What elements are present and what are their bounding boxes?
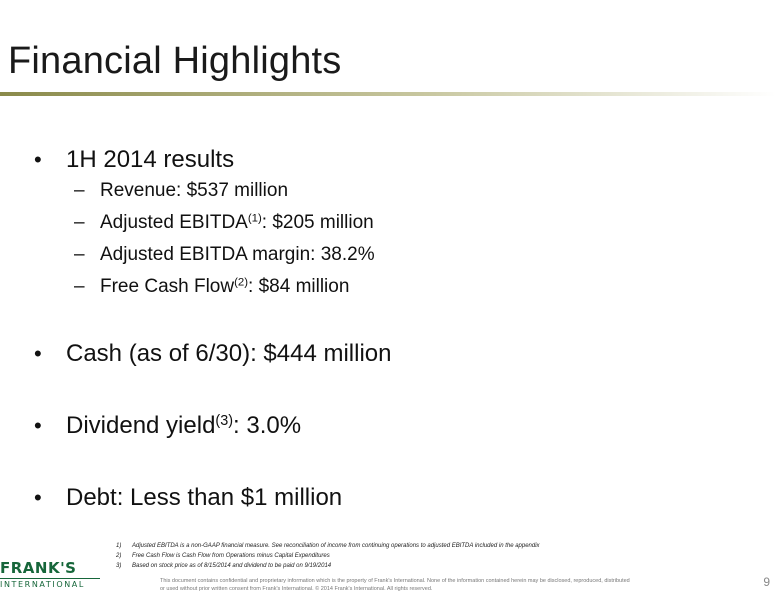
title-underline bbox=[0, 92, 776, 96]
fcf-value: : $84 million bbox=[248, 276, 350, 297]
sub-bullet-fcf bbox=[74, 276, 349, 298]
bullet-debt bbox=[34, 484, 342, 512]
footnote bbox=[116, 553, 330, 559]
ebitda-value: : $205 million bbox=[261, 212, 374, 233]
footnote-text: Based on stock price as of 8/15/2014 and dividend to be paid on 9/19/2014 bbox=[132, 563, 332, 569]
footnote-number: 2) bbox=[116, 553, 122, 559]
dividend-label: Dividend yield bbox=[66, 412, 216, 439]
footnote-number: 3) bbox=[116, 563, 122, 569]
franks-logo bbox=[0, 560, 100, 592]
dividend-value: : 3.0% bbox=[233, 412, 302, 439]
sub-bullet-dash: – bbox=[74, 180, 85, 201]
bullet-dividend bbox=[34, 412, 301, 440]
bullet-results-label: 1H 2014 results bbox=[66, 146, 235, 173]
ebitda-label: Adjusted EBITDA bbox=[100, 212, 248, 233]
margin-text: Adjusted EBITDA margin: 38.2% bbox=[100, 244, 375, 265]
logo-subtitle: INTERNATIONAL bbox=[0, 578, 100, 589]
revenue-text: Revenue: $537 million bbox=[100, 180, 289, 201]
logo-name: FRANK'S bbox=[0, 559, 77, 577]
footnote-text: Adjusted EBITDA is a non-GAAP financial measure. See reconciliation of income from continuing operations to adjusted EBITDA included in the appendix bbox=[132, 543, 540, 549]
bullet-dot: • bbox=[34, 413, 42, 438]
fcf-footnote-ref: (2) bbox=[234, 276, 249, 289]
bullet-dot: • bbox=[34, 341, 42, 366]
footnote-text: Free Cash Flow is Cash Flow from Operations minus Capital Expenditures bbox=[132, 553, 330, 559]
bullet-dot: • bbox=[34, 147, 42, 172]
sub-bullet-margin bbox=[74, 244, 375, 266]
sub-bullet-ebitda bbox=[74, 212, 374, 234]
dividend-footnote-ref: (3) bbox=[215, 413, 234, 430]
slide-title: Financial Highlights bbox=[8, 40, 342, 82]
footnote bbox=[116, 563, 331, 569]
sub-bullet-revenue bbox=[74, 180, 288, 202]
sub-bullet-dash: – bbox=[74, 212, 85, 233]
bullet-results bbox=[34, 146, 234, 174]
bullet-cash bbox=[34, 340, 392, 368]
sub-bullet-dash: – bbox=[74, 244, 85, 265]
fcf-label: Free Cash Flow bbox=[100, 276, 235, 297]
debt-text: Debt: Less than $1 million bbox=[66, 484, 343, 511]
bullet-dot: • bbox=[34, 485, 42, 510]
page-number: 9 bbox=[763, 575, 770, 589]
footnote bbox=[116, 543, 540, 549]
cash-text: Cash (as of 6/30): $444 million bbox=[66, 340, 392, 367]
footnote-number: 1) bbox=[116, 543, 122, 549]
confidentiality-notice: This document contains confidential and proprietary information which is the property of Frank's International. None of the information contained herein may be disclosed, reproduced, distributed or used without prior written consent from Frank's International. © 2014 Frank's International. All rights reserved. bbox=[160, 578, 630, 592]
sub-bullet-dash: – bbox=[74, 276, 85, 297]
ebitda-footnote-ref: (1) bbox=[247, 212, 262, 225]
